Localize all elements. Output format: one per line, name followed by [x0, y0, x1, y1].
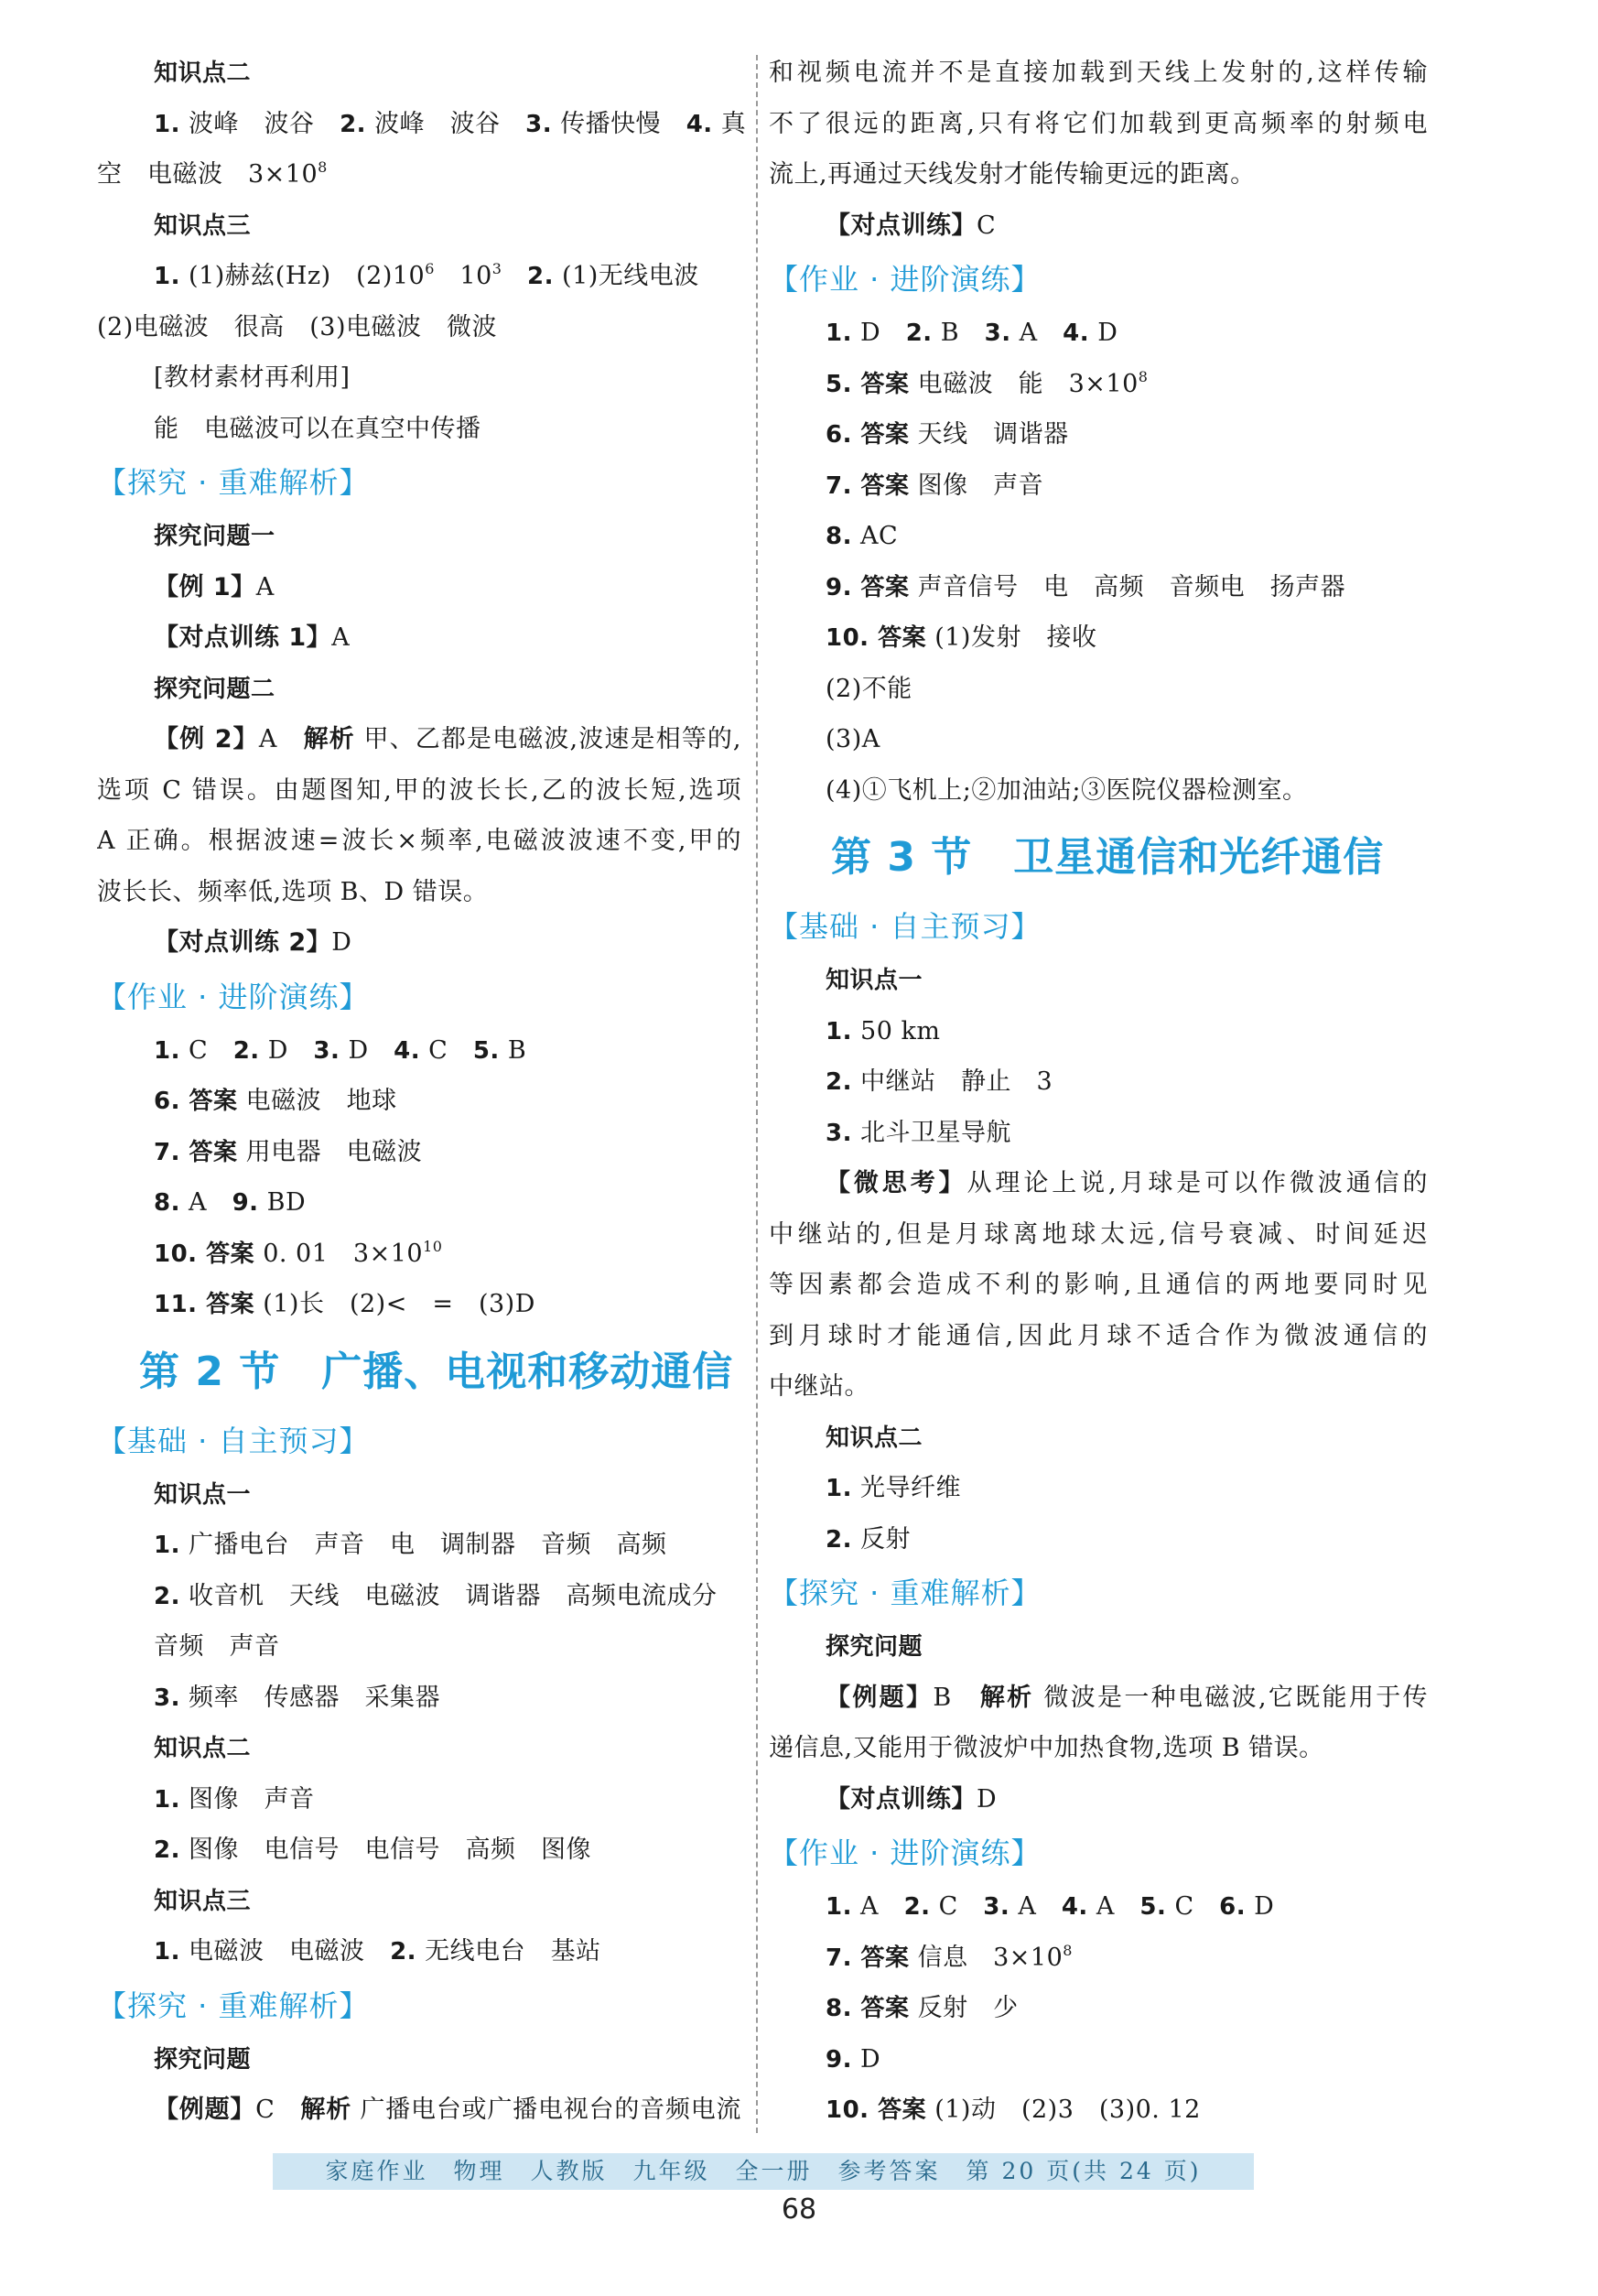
text-line: 2. 反射 [826, 1524, 912, 1554]
text-line: 9. 答案 声音信号 电 高频 音频电 扬声器 [826, 572, 1346, 601]
text-line: 1. A 2. C 3. A 4. A 5. C 6. D [826, 1892, 1275, 1921]
text-line: 1. 广播电台 声音 电 调制器 音频 高频 [154, 1531, 667, 1559]
text-line: 和视频电流并不是直接加载到天线上发射的,这样传输 [769, 59, 1428, 87]
subheading: 知识点二 [154, 1735, 252, 1762]
text-line: 1. 光导纤维 [826, 1474, 962, 1502]
text-line: 【微思考】从理论上说,月球是可以作微波通信的 [826, 1169, 1428, 1197]
text-line: 7. 答案 用电器 电磁波 [154, 1137, 423, 1166]
text-line: 【对点训练】C [826, 211, 997, 240]
chapter-title: 第 2 节 广播、电视和移动通信 [139, 1348, 734, 1395]
text-line: 1. D 2. B 3. A 4. D [826, 319, 1118, 347]
text-line: 3. 北斗卫星导航 [826, 1118, 1012, 1147]
text-line: 7. 答案 信息 $3\times 10^8$ [826, 1941, 1073, 1972]
text-line: 8. AC [826, 522, 899, 550]
page-number: 68 [781, 2193, 817, 2226]
text-line: 3. 频率 传感器 采集器 [154, 1683, 441, 1712]
text-line: 5. 答案 电磁波 能 $3\times 10^8$ [826, 367, 1149, 398]
text-line: 递信息,又能用于微波炉中加热食物,选项 B 错误。 [769, 1734, 1324, 1762]
section-heading: 【基础 · 自主预习】 [97, 1423, 370, 1458]
subheading: 探究问题 [154, 2045, 252, 2074]
footer-bar: 家庭作业 物理 人教版 九年级 全一册 参考答案 第 20 页(共 24 页) [273, 2153, 1254, 2190]
text-line: [教材素材再利用] [154, 363, 351, 392]
subheading: 探究问题二 [154, 675, 275, 703]
text-line: 1. 50 km [826, 1016, 941, 1045]
section-heading: 【探究 · 重难解析】 [769, 1576, 1042, 1610]
text-line: 6. 答案 天线 调谐器 [826, 420, 1069, 449]
text-line: 8. 答案 反射 少 [826, 1994, 1019, 2022]
text-line: 6. 答案 电磁波 地球 [154, 1087, 397, 1115]
text-line: 到月球时才能通信,因此月球不适合作为微波通信的 [769, 1321, 1428, 1350]
subheading: 知识点三 [154, 1887, 252, 1915]
text-line: 10. 答案 (1)动 (2)3 (3)0. 12 [826, 2096, 1201, 2124]
text-line: 2. 中继站 静止 3 [826, 1067, 1053, 1096]
text-line: (3)A [826, 725, 880, 753]
text-line: 【对点训练 1】A [154, 623, 351, 652]
subheading: 知识点二 [154, 60, 252, 87]
text-line: 波长长、频率低,选项 B、D 错误。 [97, 877, 489, 906]
text-line: 2. 图像 电信号 电信号 高频 图像 [154, 1836, 592, 1864]
text-line: 【例 1】A [154, 572, 275, 601]
section-heading: 【探究 · 重难解析】 [97, 1987, 370, 2023]
section-heading: 【作业 · 进阶演练】 [769, 262, 1042, 297]
text-line: 1. 电磁波 电磁波 2. 无线电台 基站 [154, 1937, 601, 1966]
text-line: 1. (1)赫兹(Hz) $(2)10^6$ $10^3$ 2. (1)无线电波 [154, 260, 699, 290]
text-line: 1. C 2. D 3. D 4. C 5. B [154, 1035, 527, 1065]
text-line: A 正确。根据波速=波长×频率,电磁波波速不变,甲的 [97, 827, 741, 855]
text-line: (2)不能 [826, 674, 912, 703]
right-column [769, 48, 1428, 2136]
text-line: 中继站的,但是月球离地球太远,信号衰减、时间延迟 [769, 1219, 1428, 1249]
text-line: 1. 波峰 波谷 2. 波峰 波谷 3. 传播快慢 4. 真 [154, 109, 747, 138]
text-line: 【对点训练 2】D [154, 928, 352, 957]
chapter-title: 第 3 节 卫星通信和光纤通信 [831, 834, 1385, 881]
text-line: 10. 答案 (1)发射 接收 [826, 623, 1097, 652]
text-line: 2. 收音机 天线 电磁波 调谐器 高频电流成分 [154, 1581, 718, 1610]
text-line: 【对点训练】D [826, 1784, 998, 1814]
text-line: (2)电磁波 很高 (3)电磁波 微波 [97, 312, 497, 341]
subheading: 知识点二 [826, 1424, 923, 1452]
subheading: 知识点三 [154, 211, 252, 240]
subheading: 探究问题 [826, 1633, 923, 1661]
subheading: 知识点一 [826, 967, 923, 994]
left-column [97, 48, 747, 2136]
text-line: 等因素都会造成不利的影响,且通信的两地要同时见 [769, 1271, 1428, 1299]
text-line: 【例题】C 解析 广播电台或广播电视台的音频电流 [154, 2096, 741, 2124]
text-line: 选项 C 错误。由题图知,甲的波长长,乙的波长短,选项 [97, 775, 741, 805]
text-line: 【例题】B 解析 微波是一种电磁波,它既能用于传 [826, 1683, 1428, 1712]
section-heading: 【作业 · 进阶演练】 [97, 979, 370, 1014]
text-line: 7. 答案 图像 声音 [826, 471, 1044, 500]
subheading: 探究问题一 [154, 523, 275, 550]
text-line: (4)①飞机上;②加油站;③医院仪器检测室。 [826, 775, 1308, 805]
section-heading: 【探究 · 重难解析】 [97, 465, 370, 500]
text-line: 空 电磁波 $3\times 10^8$ [97, 158, 328, 189]
text-line: 【例 2】A 解析 甲、乙都是电磁波,波速是相等的, [154, 725, 741, 753]
text-line: 不了很远的距离,只有将它们加载到更高频率的射频电 [769, 109, 1428, 138]
text-line: 1. 图像 声音 [154, 1784, 315, 1814]
column-divider [756, 55, 758, 2133]
text-line: 8. A 9. BD [154, 1188, 307, 1217]
text-line: 10. 答案 0. 01 $3\times 10^{10}$ [154, 1237, 443, 1268]
subheading: 知识点一 [154, 1480, 252, 1509]
text-line: 能 电磁波可以在真空中传播 [154, 414, 481, 443]
text-line: 11. 答案 (1)长 (2)< = (3)D [154, 1290, 535, 1318]
text-line: 9. D [826, 2044, 881, 2074]
text-line: 音频 声音 [154, 1632, 280, 1661]
text-line: 流上,再通过天线发射才能传输更远的距离。 [769, 160, 1256, 189]
section-heading: 【作业 · 进阶演练】 [769, 1836, 1042, 1870]
section-heading: 【基础 · 自主预习】 [769, 909, 1042, 944]
text-line: 中继站。 [769, 1372, 869, 1401]
